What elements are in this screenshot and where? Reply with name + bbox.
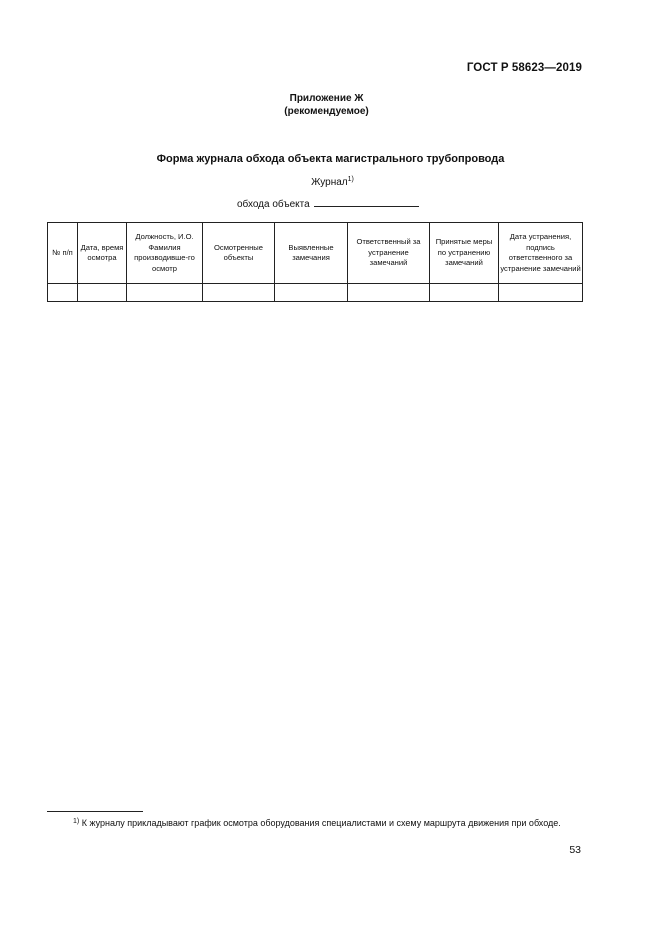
footnote-divider — [47, 811, 143, 812]
column-header: Осмотренные объекты — [203, 223, 275, 284]
standard-code: ГОСТ Р 58623—2019 — [466, 62, 582, 74]
column-header: Дата устранения, подпись ответственного за устранение замечаний — [499, 223, 583, 284]
column-header: Принятые меры по устранению замечаний — [430, 223, 499, 284]
table-cell — [430, 284, 499, 302]
table-cell — [348, 284, 430, 302]
table-cell — [499, 284, 583, 302]
journal-footnote-ref: 1) — [347, 176, 354, 183]
table-cell — [275, 284, 348, 302]
table-cell — [48, 284, 78, 302]
column-header: Ответственный за устранение замечаний — [348, 223, 430, 284]
appendix-status: (рекомендуемое) — [284, 106, 369, 117]
column-header: Дата, время осмотра — [78, 223, 127, 284]
table-header-row — [48, 223, 583, 284]
object-line — [237, 197, 419, 210]
journal-label-line — [2, 176, 661, 188]
journal-label: Журнал — [311, 177, 348, 188]
table-row — [48, 284, 583, 302]
appendix-heading — [0, 92, 661, 118]
form-title: Форма журнала обхода объекта магистрального трубопровода — [156, 153, 505, 165]
object-label: обхода объекта — [237, 199, 310, 210]
column-header: Выявленные замечания — [275, 223, 348, 284]
appendix-title: Приложение Ж — [289, 93, 364, 104]
footnote — [47, 815, 583, 830]
table-cell — [78, 284, 127, 302]
column-header: Должность, И.О. Фамилия производивше-го осмотр — [127, 223, 203, 284]
journal-table — [47, 222, 583, 302]
object-blank-field — [314, 197, 419, 207]
footnote-text: К журналу прикладывают график осмотра оборудования специалистами и схему маршрута движения при обходе. — [81, 818, 561, 828]
footnote-mark: 1) — [73, 818, 80, 825]
table-cell — [127, 284, 203, 302]
column-header: № п/п — [48, 223, 78, 284]
table-cell — [203, 284, 275, 302]
page-number: 53 — [569, 844, 581, 856]
